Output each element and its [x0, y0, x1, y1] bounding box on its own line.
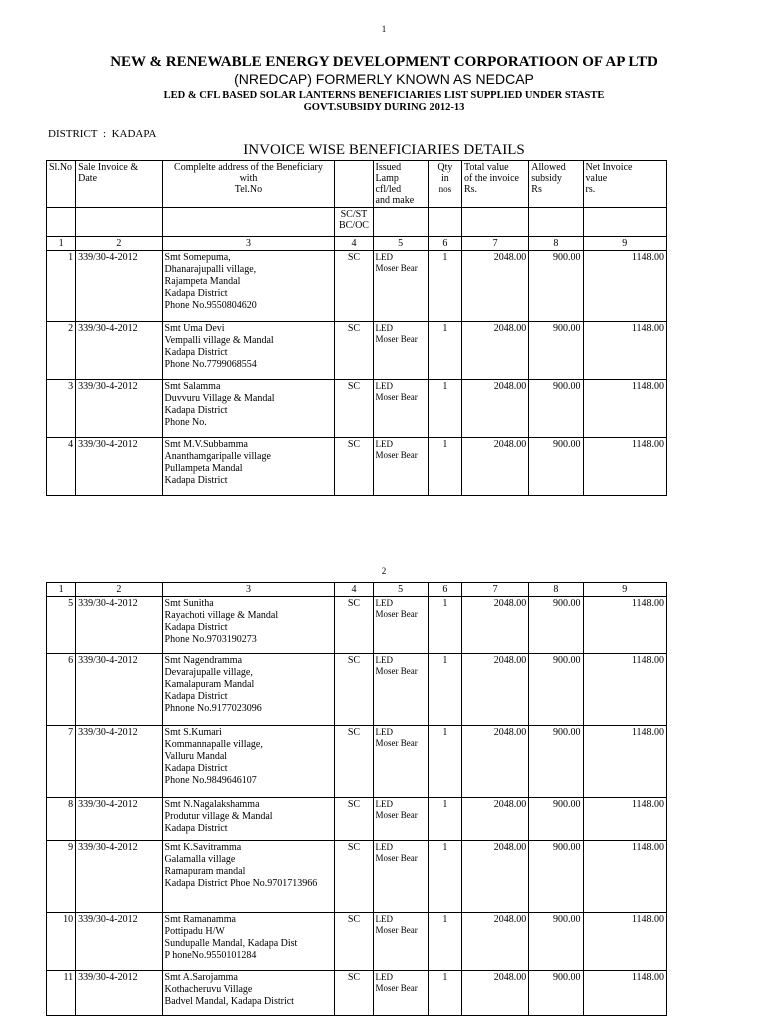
cell-lamp [373, 726, 428, 798]
col-header-address: Complelte address of the Beneficiary with Tel.No [162, 161, 335, 208]
address-line: Kadapa District [164, 622, 228, 633]
address-line: Kadapa District [164, 347, 228, 358]
cell-slno: 7 [47, 726, 76, 798]
cell-caste: SC [335, 322, 373, 380]
cell-lamp [373, 841, 428, 913]
address-line: Devarajupalle village, [164, 667, 253, 678]
cell-address [162, 322, 335, 380]
cell-net: 1148.00 [583, 322, 666, 380]
col-header-qty: Qty in nos [428, 161, 461, 208]
cell-net: 1148.00 [583, 251, 666, 322]
address-line: Phone No.9550804620 [164, 300, 257, 311]
address-line: Kadapa District [164, 691, 228, 702]
address-line: Phone No.9849646107 [164, 775, 257, 786]
address-line: Smt S.Kumari [164, 727, 222, 738]
cell-lamp [373, 438, 428, 496]
cell-invoice: 339/30-4-2012 [76, 971, 162, 1016]
cell-subsidy: 900.00 [529, 971, 583, 1016]
lamp-make: Moser Bear [375, 925, 418, 935]
cell-invoice: 339/30-4-2012 [76, 380, 162, 438]
address-line: Badvel Mandal, Kadapa District [164, 996, 294, 1007]
lamp-lamp: LED [375, 655, 394, 665]
cell-invoice: 339/30-4-2012 [76, 654, 162, 726]
address-line: Sundupalle Mandal, Kadapa Dist [164, 938, 298, 949]
cell-slno: 8 [47, 798, 76, 841]
cell-address [162, 654, 335, 726]
cell-invoice: 339/30-4-2012 [76, 322, 162, 380]
cell-slno: 2 [47, 322, 76, 380]
lamp-lamp: LED [375, 842, 394, 852]
address-line: Smt Salamma [164, 381, 221, 392]
table-row [47, 841, 667, 913]
cell-caste: SC [335, 597, 373, 654]
lamp-make: Moser Bear [375, 609, 418, 619]
table-row [47, 597, 667, 654]
cell-qty: 1 [428, 654, 461, 726]
cell-total: 2048.00 [461, 251, 528, 322]
cell-total: 2048.00 [461, 597, 528, 654]
document-title: NEW & RENEWABLE ENERGY DEVELOPMENT CORPORATIOON OF AP LTD [110, 54, 658, 70]
address-line: Pottipadu H/W [164, 926, 225, 937]
cell-subsidy: 900.00 [529, 726, 583, 798]
address-line: Smt N.Nagalakshamma [164, 799, 260, 810]
page-number: 1 [381, 24, 387, 34]
cell-total: 2048.00 [461, 798, 528, 841]
cell-address [162, 913, 335, 971]
district-value: KADAPA [111, 128, 157, 140]
lamp-lamp: LED [375, 972, 394, 982]
cell-subsidy: 900.00 [529, 798, 583, 841]
address-line: Smt A.Sarojamma [164, 972, 238, 983]
cell-caste: SC [335, 798, 373, 841]
address-line: Smt Somepuma, [164, 252, 231, 263]
cell-total: 2048.00 [461, 726, 528, 798]
address-line: Vempalli village & Mandal [164, 335, 274, 346]
address-line: Kamalapuram Mandal [164, 679, 255, 690]
cell-address [162, 380, 335, 438]
district-line [48, 128, 156, 140]
district-label: DISTRICT [48, 128, 98, 140]
cell-invoice: 339/30-4-2012 [76, 251, 162, 322]
col-header-invoice: Sale Invoice & Date [76, 161, 162, 208]
address-line: Rajampeta Mandal [164, 276, 241, 287]
cell-caste: SC [335, 251, 373, 322]
cell-qty: 1 [428, 251, 461, 322]
cell-slno: 5 [47, 597, 76, 654]
cell-slno: 9 [47, 841, 76, 913]
cell-total: 2048.00 [461, 438, 528, 496]
lamp-make: Moser Bear [375, 263, 418, 273]
table-row [47, 380, 667, 438]
address-line: Phnone No.9177023096 [164, 703, 262, 714]
cell-net: 1148.00 [583, 841, 666, 913]
cell-subsidy: 900.00 [529, 913, 583, 971]
cell-address [162, 971, 335, 1016]
cell-subsidy: 900.00 [529, 438, 583, 496]
table-row [47, 913, 667, 971]
cell-subsidy: 900.00 [529, 654, 583, 726]
table-header-row [47, 161, 667, 208]
cell-qty: 1 [428, 971, 461, 1016]
cell-caste: SC [335, 971, 373, 1016]
lamp-lamp: LED [375, 381, 394, 391]
lamp-make: Moser Bear [375, 738, 418, 748]
col-header-subsidy: Allowed subsidy Rs [529, 161, 583, 208]
document-subtitle: (NREDCAP) FORMERLY KNOWN AS NEDCAP [234, 71, 534, 87]
cell-invoice: 339/30-4-2012 [76, 726, 162, 798]
cell-qty: 1 [428, 322, 461, 380]
cell-subsidy: 900.00 [529, 251, 583, 322]
address-line: Smt Sunitha [164, 598, 214, 609]
cell-net: 1148.00 [583, 380, 666, 438]
address-line: Kadapa District [164, 405, 228, 416]
cell-lamp [373, 654, 428, 726]
district-separator: : [103, 128, 107, 140]
cell-net: 1148.00 [583, 597, 666, 654]
table-row [47, 438, 667, 496]
lamp-make: Moser Bear [375, 392, 418, 402]
cell-address [162, 251, 335, 322]
cell-invoice: 339/30-4-2012 [76, 798, 162, 841]
page-number: 2 [381, 566, 387, 576]
cell-slno: 3 [47, 380, 76, 438]
cell-qty: 1 [428, 438, 461, 496]
cell-qty: 1 [428, 597, 461, 654]
table-row [47, 251, 667, 322]
cell-address [162, 597, 335, 654]
column-number-row: 1 2 3 4 5 6 7 8 9 [47, 583, 667, 597]
cell-total: 2048.00 [461, 380, 528, 438]
address-line: Phone No.9703190273 [164, 634, 257, 645]
col-header-total: Total value of the invoice Rs. [461, 161, 528, 208]
cell-lamp [373, 251, 428, 322]
cell-qty: 1 [428, 841, 461, 913]
address-line: Pullampeta Mandal [164, 463, 243, 474]
lamp-lamp: LED [375, 914, 394, 924]
beneficiaries-table-page-2 [46, 582, 667, 1016]
cell-subsidy: 900.00 [529, 597, 583, 654]
cell-subsidy: 900.00 [529, 322, 583, 380]
table-row [47, 798, 667, 841]
cell-net: 1148.00 [583, 798, 666, 841]
section-heading: INVOICE WISE BENEFICIARIES DETAILS [243, 142, 525, 158]
address-line: Smt Ramanamma [164, 914, 236, 925]
lamp-make: Moser Bear [375, 450, 418, 460]
cell-total: 2048.00 [461, 322, 528, 380]
table-row [47, 654, 667, 726]
cell-lamp [373, 597, 428, 654]
lamp-make: Moser Bear [375, 334, 418, 344]
lamp-make: Moser Bear [375, 983, 418, 993]
cell-lamp [373, 798, 428, 841]
cell-address [162, 726, 335, 798]
address-line: Smt Uma Devi [164, 323, 225, 334]
address-line: Kadapa District Phoe No.9701713966 [164, 878, 318, 889]
cell-slno: 11 [47, 971, 76, 1016]
cell-caste: SC [335, 841, 373, 913]
address-line: Duvvuru Village & Mandal [164, 393, 275, 404]
cell-caste: SC [335, 438, 373, 496]
cell-invoice: 339/30-4-2012 [76, 597, 162, 654]
cell-caste: SC [335, 726, 373, 798]
cell-address [162, 798, 335, 841]
cell-caste: SC [335, 913, 373, 971]
column-number-row: 1 2 3 4 5 6 7 8 9 [47, 237, 667, 251]
address-line: Galamalla village [164, 854, 236, 865]
cell-invoice: 339/30-4-2012 [76, 438, 162, 496]
cell-lamp [373, 971, 428, 1016]
lamp-lamp: LED [375, 439, 394, 449]
table-row [47, 971, 667, 1016]
list-description: LED & CFL BASED SOLAR LANTERNS BENEFICIARIES LIST SUPPLIED UNDER STASTE [163, 90, 605, 101]
lamp-make: Moser Bear [375, 666, 418, 676]
address-line: Smt M.V.Subbamma [164, 439, 248, 450]
address-line: Ananthamgaripalle village [164, 451, 271, 462]
cell-slno: 1 [47, 251, 76, 322]
table-row [47, 322, 667, 380]
address-line: Dhanarajupalli village, [164, 264, 257, 275]
cell-qty: 1 [428, 726, 461, 798]
lamp-lamp: LED [375, 799, 394, 809]
cell-lamp [373, 322, 428, 380]
table-row [47, 726, 667, 798]
address-line: Smt K.Savitramma [164, 842, 242, 853]
address-line: Kadapa District [164, 475, 228, 486]
cell-net: 1148.00 [583, 726, 666, 798]
cell-lamp [373, 913, 428, 971]
col-header-slno: Sl.No [47, 161, 76, 208]
cell-net: 1148.00 [583, 971, 666, 1016]
cell-invoice: 339/30-4-2012 [76, 913, 162, 971]
address-line: Phone No. [164, 417, 207, 428]
cell-qty: 1 [428, 798, 461, 841]
col-header-caste-empty [335, 161, 373, 208]
table-subheader-row [47, 208, 667, 237]
address-line: Kadapa District [164, 763, 228, 774]
address-line: Phone No.7799068554 [164, 359, 257, 370]
address-line: Kadapa District [164, 823, 228, 834]
address-line: Kadapa District [164, 288, 228, 299]
col-header-net: Net Invoice value rs. [583, 161, 666, 208]
col-header-caste: SC/ST BC/OC [335, 208, 373, 237]
address-line: Kommannapalle village, [164, 739, 263, 750]
cell-total: 2048.00 [461, 971, 528, 1016]
address-line: Valluru Mandal [164, 751, 228, 762]
cell-total: 2048.00 [461, 654, 528, 726]
cell-total: 2048.00 [461, 913, 528, 971]
address-line: P honeNo.9550101284 [164, 950, 257, 961]
cell-qty: 1 [428, 913, 461, 971]
address-line: Rayachoti village & Mandal [164, 610, 279, 621]
beneficiaries-table-page-1 [46, 160, 667, 496]
cell-net: 1148.00 [583, 654, 666, 726]
address-line: Kothacheruvu Village [164, 984, 253, 995]
cell-net: 1148.00 [583, 913, 666, 971]
cell-slno: 10 [47, 913, 76, 971]
lamp-lamp: LED [375, 598, 394, 608]
lamp-lamp: LED [375, 323, 394, 333]
col-header-lamp: Issued Lamp cfl/led and make [373, 161, 428, 208]
list-period: GOVT.SUBSIDY DURING 2012-13 [303, 102, 465, 113]
lamp-make: Moser Bear [375, 810, 418, 820]
cell-total: 2048.00 [461, 841, 528, 913]
cell-qty: 1 [428, 380, 461, 438]
lamp-lamp: LED [375, 252, 394, 262]
cell-slno: 6 [47, 654, 76, 726]
cell-subsidy: 900.00 [529, 380, 583, 438]
cell-slno: 4 [47, 438, 76, 496]
cell-address [162, 438, 335, 496]
cell-net: 1148.00 [583, 438, 666, 496]
address-line: Ramapuram mandal [164, 866, 246, 877]
lamp-lamp: LED [375, 727, 394, 737]
address-line: Produtur village & Mandal [164, 811, 273, 822]
cell-address [162, 841, 335, 913]
cell-invoice: 339/30-4-2012 [76, 841, 162, 913]
cell-caste: SC [335, 380, 373, 438]
address-line: Smt Nagendramma [164, 655, 243, 666]
cell-lamp [373, 380, 428, 438]
cell-caste: SC [335, 654, 373, 726]
lamp-make: Moser Bear [375, 853, 418, 863]
cell-subsidy: 900.00 [529, 841, 583, 913]
